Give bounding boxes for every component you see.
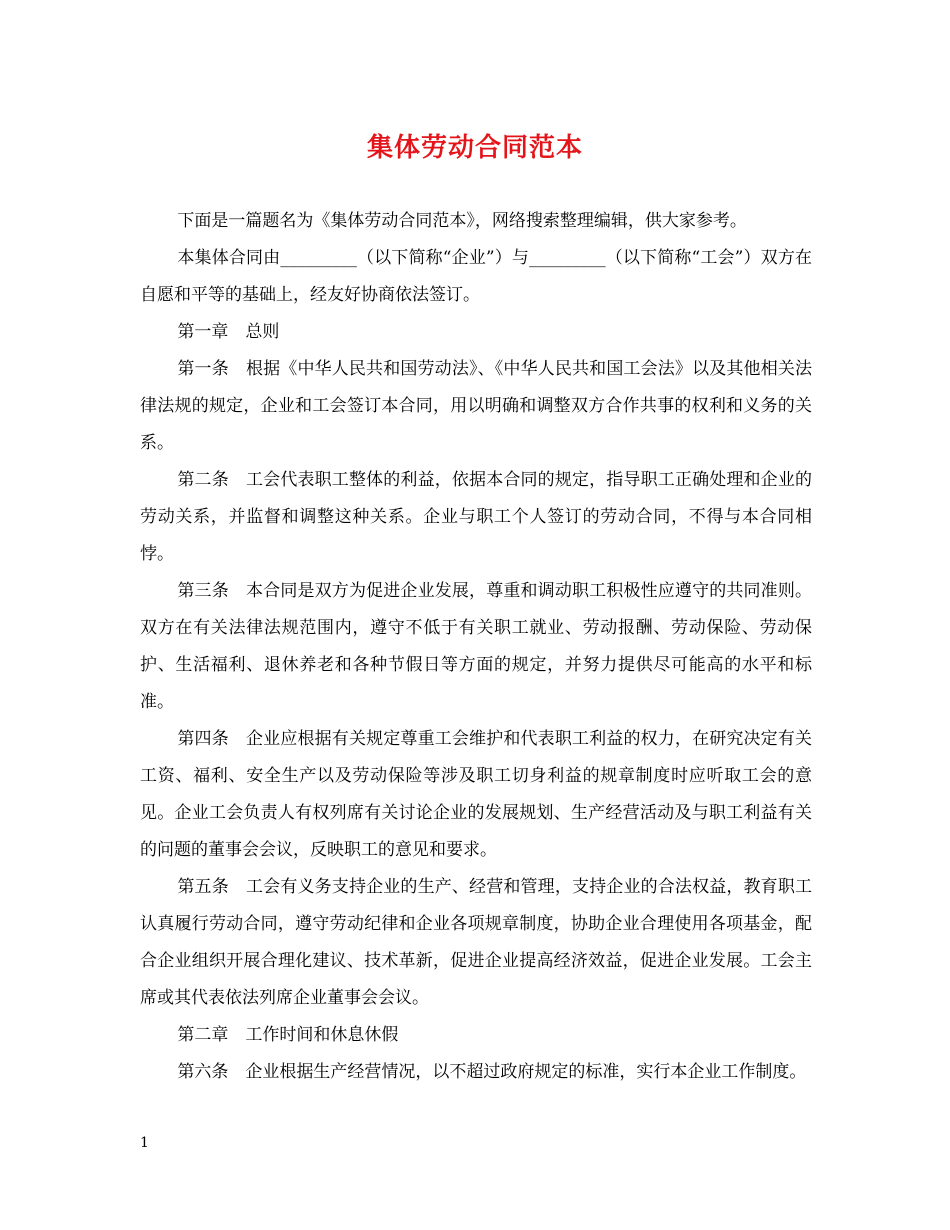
document-title: 集体劳动合同范本 (366, 133, 583, 163)
page-number: 1 (140, 1135, 149, 1151)
article-paragraph: 第四条 企业应根据有关规定尊重工会维护和代表职工利益的权力，在研究决定有关工资、福利、安全生产以及劳动保险等涉及职工切身利益的规章制度时应听取工会的意见。企业工会负责人有权列席有关讨论企业的发展规划、生产经营活动及与职工利益有关的问题的董事会会议，反映职工的意见和要求。 (140, 729, 812, 860)
article-paragraph: 第一条 根据《中华人民共和国劳动法》、《中华人民共和国工会法》以及其他相关法律法规的规定，企业和工会签订本合同，用以明确和调整双方合作共事的权利和义务的关系。 (140, 359, 812, 453)
article-paragraph: 第五条 工会有义务支持企业的生产、经营和管理，支持企业的合法权益，教育职工认真履行劳动合同，遵守劳动纪律和企业各项规章制度，协助企业合理使用各项基金，配合企业组织开展合理化建议、技术革新，促进企业提高经济效益，促进企业发展。工会主席或其代表依法列席企业董事会会议。 (140, 877, 812, 1008)
article-paragraph: 第二条 工会代表职工整体的利益，依据本合同的规定，指导职工正确处理和企业的劳动关系，并监督和调整这种关系。企业与职工个人签订的劳动合同，不得与本合同相悖。 (140, 470, 812, 564)
article-paragraph: 第六条 企业根据生产经营情况，以不超过政府规定的标准，实行本企业工作制度。 (177, 1062, 807, 1082)
article-paragraph: 第三条 本合同是双方为促进企业发展，尊重和调动职工积极性应遵守的共同准则。双方在有关法律法规范围内，遵守不低于有关职工就业、劳动报酬、劳动保险、劳动保护、生活福利、退休养老和各种节假日等方面的规定，并努力提供尽可能高的水平和标准。 (140, 581, 812, 712)
intro-paragraph: 下面是一篇题名为《集体劳动合同范本》，网络搜索整理编辑，供大家参考。 (177, 211, 747, 231)
chapter-heading: 第二章 工作时间和休息休假 (177, 1025, 399, 1045)
chapter-heading: 第一章 总则 (177, 322, 280, 342)
document-body (140, 203, 812, 1091)
parties-paragraph: 本集体合同由_________（以下简称“企业”）与_________（以下简称“工会”）双方在自愿和平等的基础上，经友好协商依法签订。 (140, 248, 812, 305)
